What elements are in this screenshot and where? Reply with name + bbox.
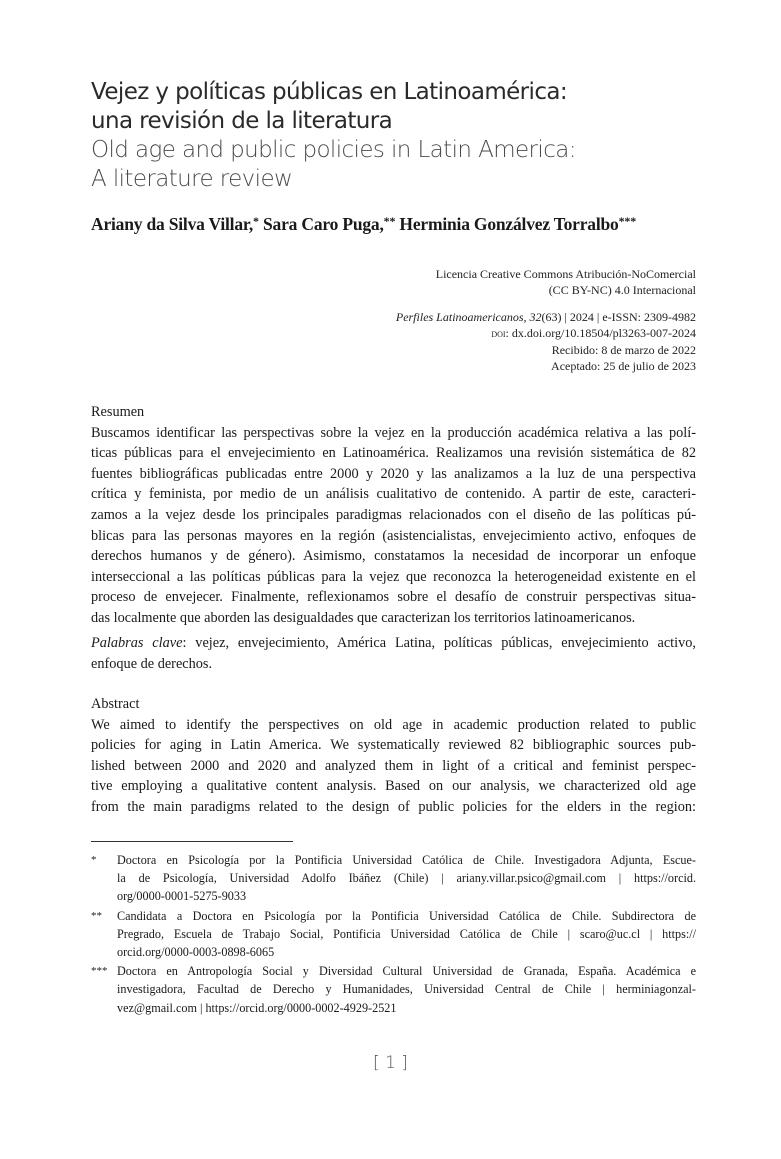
journal-citation <box>336 309 696 325</box>
title-spanish-line-1: Vejez y políticas públicas en Latinoamérica: <box>91 79 568 105</box>
resumen-line: blicas para las personas mayores en la región (asistencialistas, envejecimiento activo, enfoques de <box>91 527 696 544</box>
footnote-line[interactable]: Pregrado, Escuela de Trabajo Social, Pontificia Universidad Católica de Chile | scaro@uc.cl | https:// <box>117 926 696 941</box>
resumen-line: fuentes bibliográficas publicadas entre 2000 y 2020 y las analizamos a la luz de una perspectiva <box>91 465 696 482</box>
doi-link[interactable]: : dx.doi.org/10.18504/pl3263-007-2024 <box>505 326 696 340</box>
keywords-label: Palabras clave <box>91 635 183 651</box>
footnote-mark: *** <box>91 965 108 978</box>
footnote-line: Candidata a Doctora en Psicología por la Pontificia Universidad Católica de Chile. Subdirectora de <box>117 908 696 923</box>
footnote-line: Doctora en Psicología por la Pontificia Universidad Católica de Chile. Investigadora Adjunta, Escue- <box>117 853 696 867</box>
footnote-mark: * <box>91 854 97 866</box>
doi-line[interactable] <box>336 325 696 342</box>
footnote-mark[interactable]: *** <box>618 214 637 228</box>
author-name: Sara Caro Puga, <box>258 214 384 234</box>
resumen-line: derechos humanos y de género). Asimismo, constatamos la necesidad de incorporar un enfoque <box>91 548 696 565</box>
journal-issue: (63) | 2024 | e-ISSN: 2309-4982 <box>541 310 696 324</box>
abstract-line: lished between 2000 and 2020 and analyzed them in light of a critical and feminist perspec- <box>91 757 696 774</box>
journal-name: Perfiles Latinoamericanos, <box>395 310 527 324</box>
keywords-line <box>91 633 696 654</box>
title-spanish <box>91 78 711 136</box>
title-english-line-2: A literature review <box>91 166 293 192</box>
abstract-line: tive employing a qualitative content analysis. Based on our analysis, we characterized old age <box>91 778 696 795</box>
keywords-section <box>91 633 696 674</box>
footnote-line[interactable]: org/0000-0001-5275-9033 <box>117 889 247 904</box>
footnote-1 <box>91 851 696 906</box>
abstract-section <box>91 694 696 818</box>
title-english <box>91 136 711 194</box>
footnote-mark[interactable]: ** <box>383 214 396 228</box>
author-name: Ariany da Silva Villar, <box>91 214 254 234</box>
footnote-line[interactable]: vez@gmail.com | https://orcid.org/0000-0002-4929-2521 <box>117 1000 397 1015</box>
resumen-line: Buscamos identificar las perspectivas sobre la vejez en la producción académica relativa a las polí- <box>91 424 696 441</box>
resumen-line: proceso de envejecer. Finalmente, reflexionamos sobre el desafío de construir perspectivas situa- <box>91 589 696 606</box>
received-date: Recibido: 8 de marzo de 2022 <box>551 343 696 357</box>
footnote-mark: ** <box>91 909 102 922</box>
resumen-line: interseccional a las políticas públicas para la vejez que reconozca la heterogeneidad existente en el <box>91 568 696 585</box>
keywords-text: : vejez, envejecimiento, América Latina, políticas públicas, envejecimiento activo, <box>182 635 696 651</box>
title-spanish-line-2: una revisión de la literatura <box>91 108 393 134</box>
resumen-heading: Resumen <box>91 404 145 420</box>
footnote-mark[interactable]: * <box>253 214 259 228</box>
resumen-line: ticas públicas para el envejecimiento en Latinoamérica. Realizamos una revisión sistemática de 82 <box>91 445 696 462</box>
resumen-section <box>91 402 696 629</box>
article-metadata <box>336 266 696 374</box>
footnote-line[interactable]: orcid.org/0000-0003-0898-6065 <box>117 945 275 960</box>
license-line-2: (CC BY-NC) 4.0 Internacional <box>548 283 696 297</box>
resumen-line: crítica y feminista, por medio de un análisis cualitativo de contenido. A partir de este, caracteri- <box>91 486 696 503</box>
author-name: Herminia Gonzálvez Torralbo <box>395 214 619 234</box>
license-line-1: Licencia Creative Commons Atribución-NoComercial <box>435 267 696 281</box>
abstract-line: policies for aging in Latin America. We systematically reviewed 82 bibliographic sources pub- <box>91 737 696 754</box>
resumen-line: zamos a la vejez desde los principales paradigmas relacionados con el diseño de las políticas pú- <box>91 506 696 523</box>
footnote-line: Doctora en Antropología Social y Diversidad Cultural Universidad de Granada, España. Académica e <box>117 964 696 979</box>
abstract-line: We aimed to identify the perspectives on old age in academic production related to public <box>91 716 696 733</box>
doi-label: doi <box>491 328 506 340</box>
keywords-line: enfoque de derechos. <box>91 655 213 672</box>
footnote-line[interactable]: investigadora, Facultad de Derecho y Humanidades, Universidad Central de Chile | herminiagonzal- <box>117 982 696 997</box>
abstract-heading: Abstract <box>91 696 140 712</box>
page-number: [ 1 ] <box>373 1053 408 1073</box>
accepted-date: Aceptado: 25 de julio de 2023 <box>551 359 696 373</box>
title-english-line-1: Old age and public policies in Latin America: <box>91 137 576 163</box>
footnotes <box>91 851 696 1018</box>
footnote-2 <box>91 907 696 962</box>
author-list <box>91 214 711 235</box>
resumen-line: das localmente que aborden las desigualdades que caracterizan los territorios latinoamericanos. <box>91 609 636 626</box>
footnote-3 <box>91 962 696 1017</box>
footnote-divider <box>91 841 293 842</box>
journal-volume: 32 <box>526 310 542 324</box>
footnote-line[interactable]: la de Psicología, Universidad Adolfo Ibáñez (Chile) | ariany.villar.psico@gmail.com | https://orcid. <box>117 871 696 886</box>
abstract-line: from the main paradigms related to the design of public policies for the elders in the region: <box>91 798 696 815</box>
